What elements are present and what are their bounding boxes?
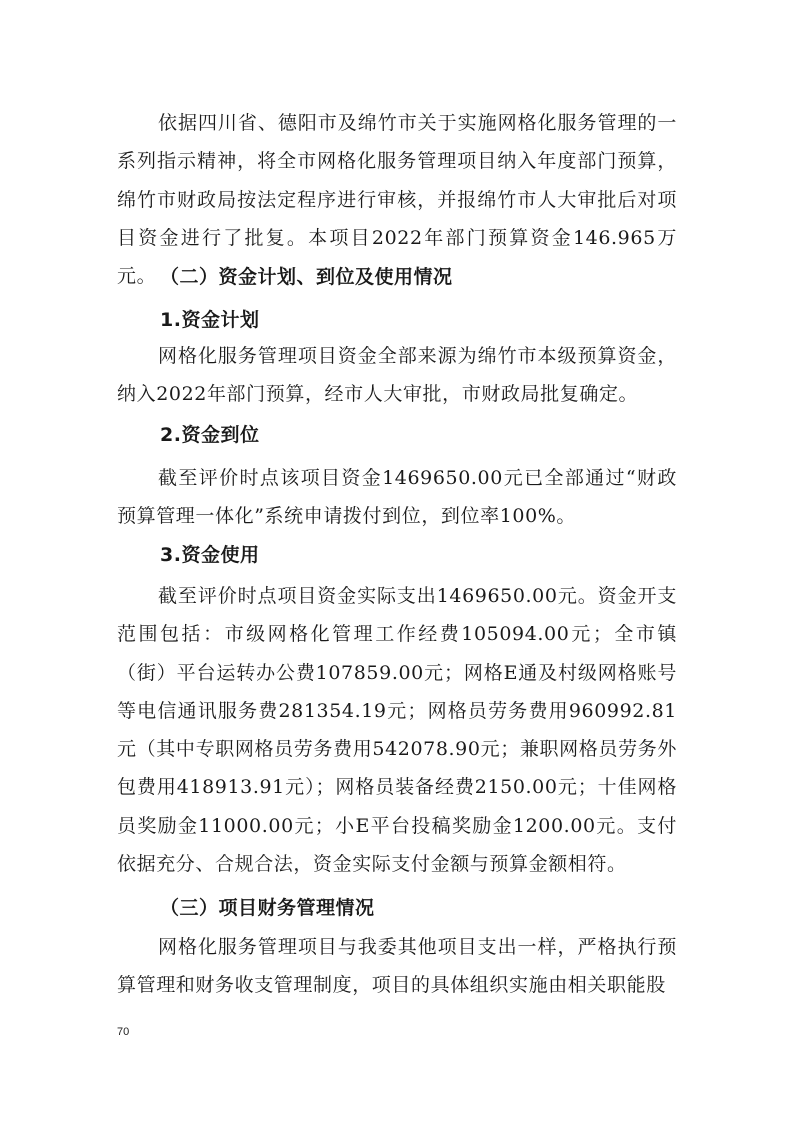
paragraph-funds-arrival: 截至评价时点该项目资金1469650.00元已全部通过“财政预算管理一体化”系统申请拨付到位，到位率100%。 [117,467,677,528]
heading-funds-arrival: 2.资金到位 [160,424,260,446]
page-number: 70 [117,1026,130,1038]
heading-funds-plan-arrival-usage: （二）资金计划、到位及使用情况 [160,266,453,288]
paragraph-funds-usage: 截至评价时点项目资金实际支出1469650.00元。资金开支范围包括：市级网格化管理工作经费105094.00元；全市镇（街）平台运转办公费107859.00元；网格E通及村级网格账号等电信通讯服务费281354.19元；网格员劳务费用960992.81元（其中专职网格员劳务费用542078.90元；兼职网格员劳务外包费用418913.91元）；网格员装备经费2150.00元；十佳网格员奖励金11000.00元；小E平台投稿奖励金1200.00元。支付依据充分、合规合法，资金实际支付金额与预算金额相符。 [117,585,677,876]
paragraph-budget-approval: 依据四川省、德阳市及绵竹市关于实施网格化服务管理的一系列指示精神，将全市网格化服务管理项目纳入年度部门预算，绵竹市财政局按法定程序进行审核，并报绵竹市人大审批后对项目资金进行了批复。本项目2022年部门预算资金146.965万元。 [117,112,677,288]
paragraph-financial-management: 网格化服务管理项目与我委其他项目支出一样，严格执行预算管理和财务收支管理制度，项目的具体组织实施由相关职能股 [117,936,677,997]
paragraph-funds-source: 网格化服务管理项目资金全部来源为绵竹市本级预算资金，纳入2022年部门预算，经市人大审批，市财政局批复确定。 [117,345,677,406]
heading-funds-usage: 3.资金使用 [160,544,260,566]
heading-financial-management: （三）项目财务管理情况 [160,897,375,919]
heading-funds-plan: 1.资金计划 [160,309,260,331]
